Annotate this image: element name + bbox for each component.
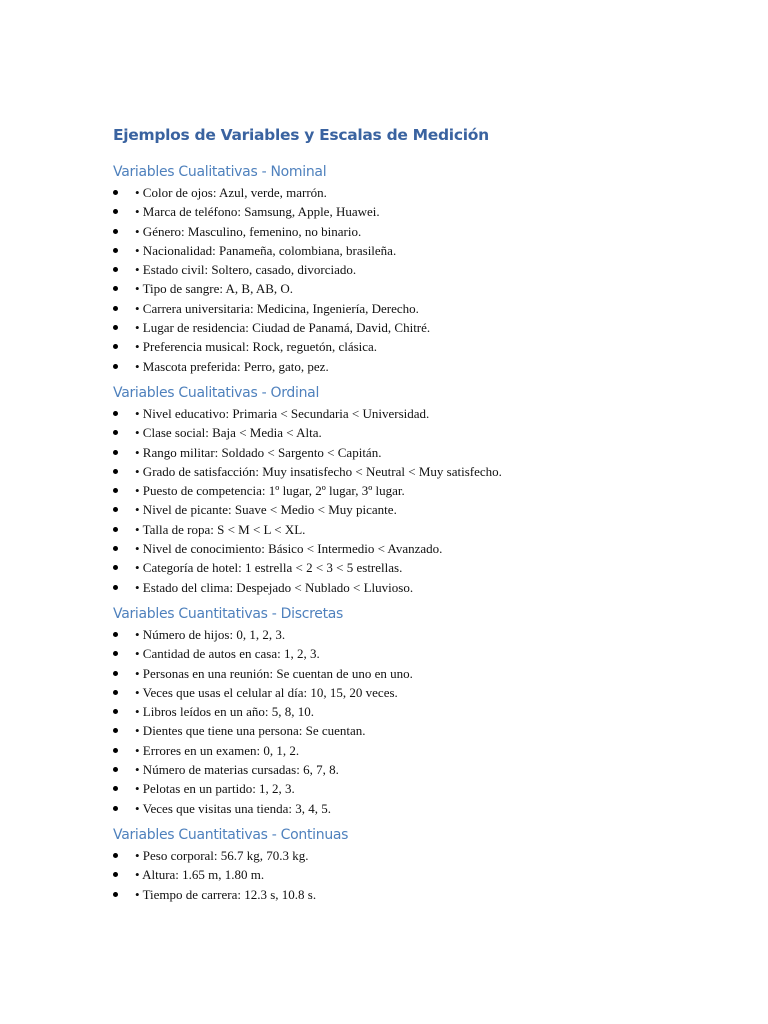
list-item-text: • Carrera universitaria: Medicina, Ingeniería, Derecho. — [135, 300, 419, 316]
list-item — [113, 644, 713, 663]
section-continuas — [113, 824, 713, 904]
bullet-icon — [113, 286, 118, 291]
list-item — [113, 702, 713, 721]
section-nominal — [113, 161, 713, 376]
bullet-icon — [113, 690, 118, 695]
bullet-icon — [113, 411, 118, 416]
list-item-text: • Lugar de residencia: Ciudad de Panamá, David, Chitré. — [135, 320, 431, 336]
list-item — [113, 741, 713, 760]
section-heading: Variables Cualitativas - Ordinal — [113, 384, 320, 401]
list-item-text: • Veces que visitas una tienda: 3, 4, 5. — [135, 800, 332, 816]
bullet-icon — [113, 450, 118, 455]
list-item-text: • Errores en un examen: 0, 1, 2. — [135, 742, 300, 758]
list-item-text: • Marca de teléfono: Samsung, Apple, Huawei. — [135, 204, 380, 220]
list-item-text: • Estado del clima: Despejado < Nublado < Lluvioso. — [135, 579, 414, 595]
bullet-icon — [113, 585, 118, 590]
list-item — [113, 404, 713, 423]
list-item-text: • Número de hijos: 0, 1, 2, 3. — [135, 626, 286, 642]
section-ordinal — [113, 382, 713, 597]
bullet-icon — [113, 892, 118, 897]
list-item — [113, 539, 713, 558]
list-item — [113, 578, 713, 597]
list-item — [113, 241, 713, 260]
bullet-icon — [113, 709, 118, 714]
section-heading: Variables Cuantitativas - Discretas — [113, 605, 344, 622]
list-item-text: • Altura: 1.65 m, 1.80 m. — [135, 867, 265, 883]
list-item-text: • Personas en una reunión: Se cuentan de uno en uno. — [135, 665, 413, 681]
bullet-icon — [113, 469, 118, 474]
bullet-icon — [113, 507, 118, 512]
bullet-icon — [113, 853, 118, 858]
section-discretas — [113, 603, 713, 818]
bullet-icon — [113, 364, 118, 369]
list-item-text: • Clase social: Baja < Media < Alta. — [135, 425, 322, 441]
list-item — [113, 885, 713, 904]
list-item-text: • Pelotas en un partido: 1, 2, 3. — [135, 781, 295, 797]
list-item-text: • Dientes que tiene una persona: Se cuentan. — [135, 723, 366, 739]
bullet-icon — [113, 325, 118, 330]
list-item-text: • Rango militar: Soldado < Sargento < Capitán. — [135, 444, 382, 460]
list-item — [113, 865, 713, 884]
bullet-list — [113, 183, 713, 376]
bullet-icon — [113, 748, 118, 753]
list-item — [113, 318, 713, 337]
list-item — [113, 481, 713, 500]
list-item — [113, 558, 713, 577]
list-item-text: • Mascota preferida: Perro, gato, pez. — [135, 358, 329, 374]
list-item — [113, 202, 713, 221]
section-heading: Variables Cuantitativas - Continuas — [113, 826, 349, 843]
bullet-icon — [113, 767, 118, 772]
list-item-text: • Género: Masculino, femenino, no binario. — [135, 223, 362, 239]
list-item — [113, 423, 713, 442]
list-item-text: • Libros leídos en un año: 5, 8, 10. — [135, 704, 314, 720]
bullet-icon — [113, 190, 118, 195]
bullet-icon — [113, 488, 118, 493]
list-item — [113, 183, 713, 202]
list-item-text: • Estado civil: Soltero, casado, divorciado. — [135, 262, 357, 278]
list-item — [113, 260, 713, 279]
list-item-text: • Cantidad de autos en casa: 1, 2, 3. — [135, 646, 320, 662]
bullet-icon — [113, 527, 118, 532]
list-item-text: • Tiempo de carrera: 12.3 s, 10.8 s. — [135, 886, 317, 902]
list-item-text: • Nivel educativo: Primaria < Secundaria < Universidad. — [135, 405, 430, 421]
list-item — [113, 799, 713, 818]
bullet-icon — [113, 267, 118, 272]
bullet-icon — [113, 728, 118, 733]
list-item — [113, 846, 713, 865]
list-item — [113, 664, 713, 683]
list-item — [113, 500, 713, 519]
bullet-list — [113, 404, 713, 597]
bullet-icon — [113, 209, 118, 214]
bullet-list — [113, 846, 713, 904]
bullet-icon — [113, 565, 118, 570]
bullet-icon — [113, 806, 118, 811]
bullet-list — [113, 625, 713, 818]
bullet-icon — [113, 344, 118, 349]
document-title: Ejemplos de Variables y Escalas de Medición — [113, 126, 489, 144]
bullet-icon — [113, 651, 118, 656]
list-item-text: • Peso corporal: 56.7 kg, 70.3 kg. — [135, 847, 309, 863]
bullet-icon — [113, 430, 118, 435]
list-item — [113, 337, 713, 356]
list-item-text: • Veces que usas el celular al día: 10, 15, 20 veces. — [135, 684, 398, 700]
list-item — [113, 625, 713, 644]
bullet-icon — [113, 632, 118, 637]
list-item-text: • Preferencia musical: Rock, reguetón, clásica. — [135, 339, 378, 355]
list-item-text: • Grado de satisfacción: Muy insatisfecho < Neutral < Muy satisfecho. — [135, 463, 502, 479]
list-item-text: • Número de materias cursadas: 6, 7, 8. — [135, 762, 339, 778]
list-item — [113, 299, 713, 318]
list-item — [113, 760, 713, 779]
list-item-text: • Talla de ropa: S < M < L < XL. — [135, 521, 306, 537]
bullet-icon — [113, 872, 118, 877]
document-body — [113, 124, 713, 904]
list-item-text: • Color de ojos: Azul, verde, marrón. — [135, 185, 327, 200]
bullet-icon — [113, 306, 118, 311]
bullet-icon — [113, 248, 118, 253]
list-item-text: • Nacionalidad: Panameña, colombiana, brasileña. — [135, 242, 397, 258]
list-item-text: • Puesto de competencia: 1º lugar, 2º lugar, 3º lugar. — [135, 483, 405, 499]
list-item — [113, 443, 713, 462]
list-item-text: • Tipo de sangre: A, B, AB, O. — [135, 281, 294, 297]
list-item — [113, 683, 713, 702]
list-item — [113, 779, 713, 798]
list-item-text: • Categoría de hotel: 1 estrella < 2 < 3 < 5 estrellas. — [135, 560, 403, 576]
bullet-icon — [113, 546, 118, 551]
list-item — [113, 721, 713, 740]
bullet-icon — [113, 671, 118, 676]
list-item — [113, 222, 713, 241]
bullet-icon — [113, 229, 118, 234]
list-item — [113, 462, 713, 481]
list-item — [113, 279, 713, 298]
list-item — [113, 357, 713, 376]
list-item-text: • Nivel de picante: Suave < Medio < Muy picante. — [135, 502, 397, 518]
bullet-icon — [113, 786, 118, 791]
list-item-text: • Nivel de conocimiento: Básico < Intermedio < Avanzado. — [135, 541, 443, 557]
list-item — [113, 520, 713, 539]
section-heading: Variables Cualitativas - Nominal — [113, 164, 327, 180]
